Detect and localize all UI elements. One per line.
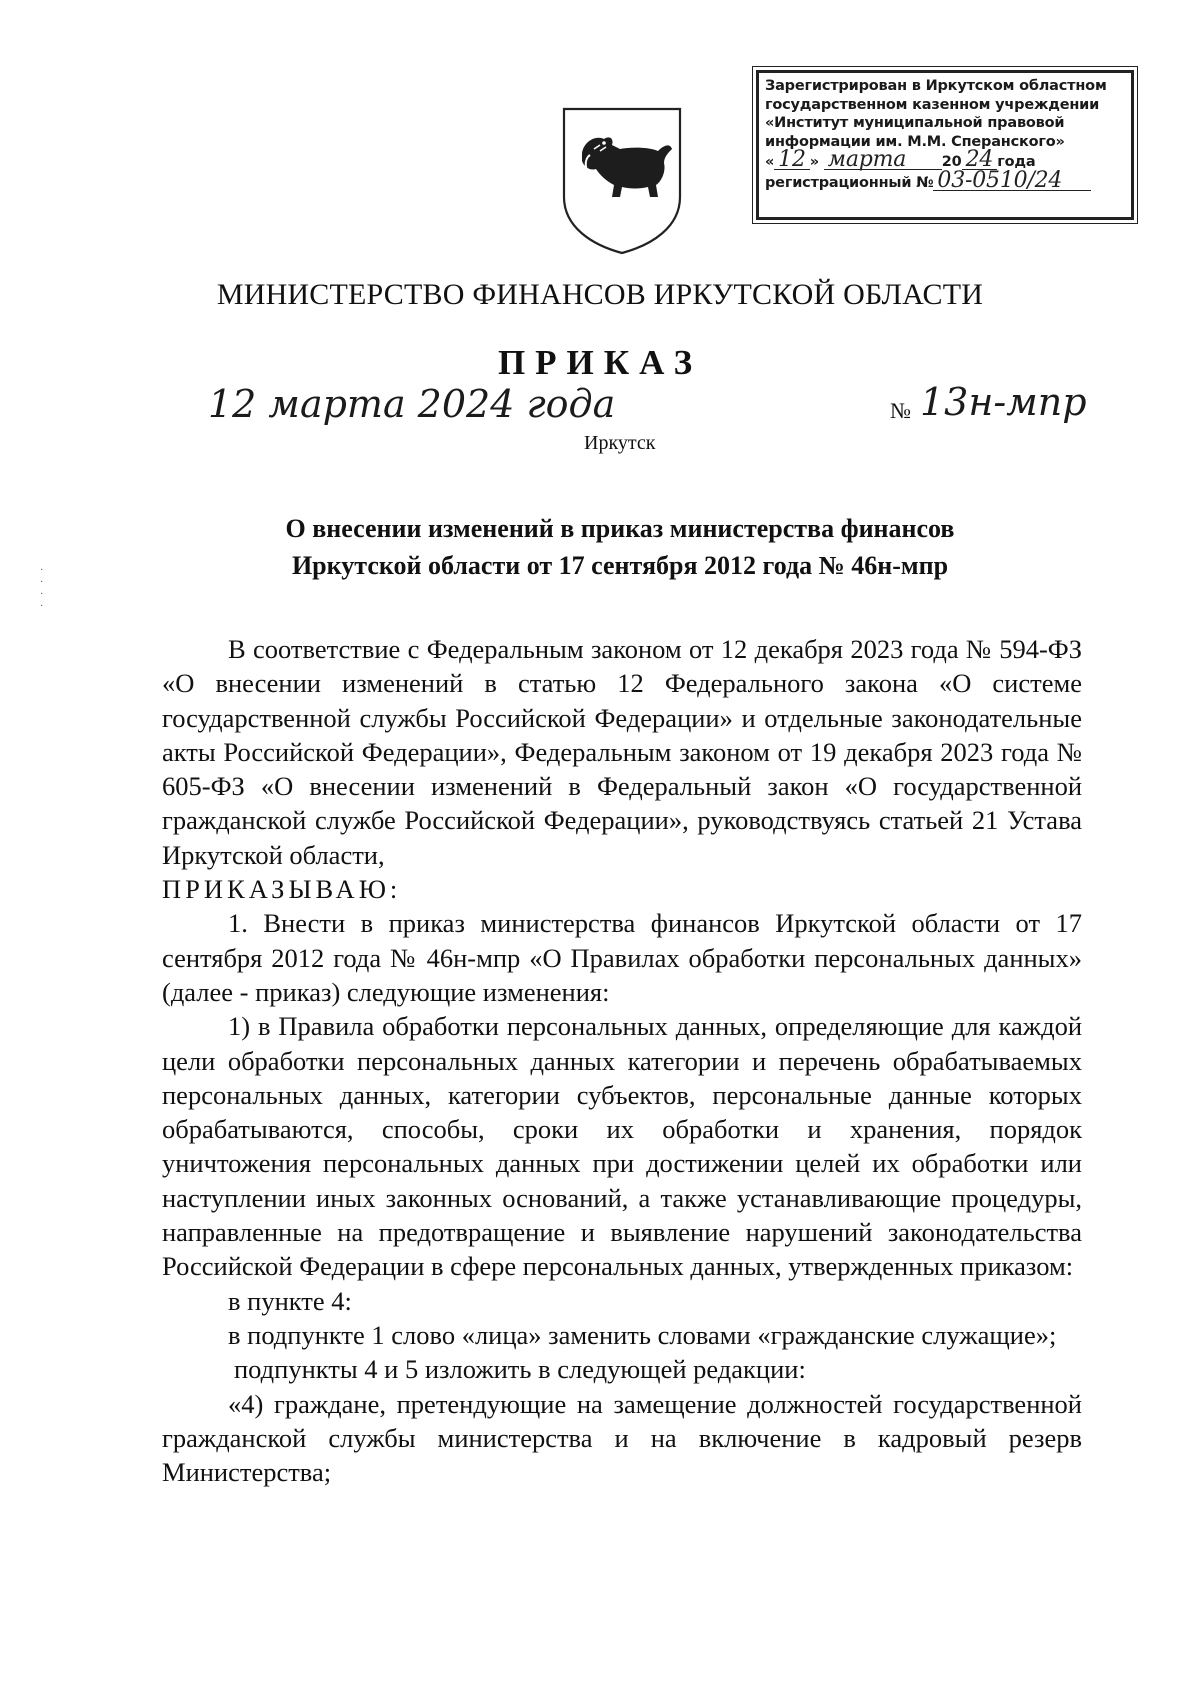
stamp-line: Зарегистрирован в Иркутском областном xyxy=(765,78,1107,94)
stamp-year-word: года xyxy=(997,154,1036,170)
preamble-paragraph: В соответствие с Федеральным законом от 12 декабря 2023 года № 594-ФЗ «О внесении изменений в статью 12 Федерального закона «О системе государственной службы Российской Федерации» и отдельные законодательные акты Российской Федерации», Федеральным законом от 19 декабря 2023 года № 605-ФЗ «О внесении изменений в Федеральный закон «О государственной гражданской службе Российской Федерации», руководствуясь статьей 21 Устава Иркутской области, xyxy=(162,634,1082,870)
stamp-reg-line xyxy=(765,167,1125,193)
subpoint-1-paragraph: в подпункте 1 слово «лица» заменить словами «гражданские служащие»; xyxy=(228,1319,1057,1350)
document-type: ПРИКАЗ xyxy=(497,343,703,382)
stamp-line: государственном казенном учреждении xyxy=(765,96,1100,113)
subpoints-4-5-paragraph: подпункты 4 и 5 изложить в следующей редакции: xyxy=(234,1354,806,1385)
title-line: О внесении изменений в приказ министерства финансов xyxy=(285,514,955,543)
city-name: Иркутск xyxy=(584,432,656,454)
stamp-date-year: 24 xyxy=(962,151,998,170)
quoted-subpoint-4-paragraph: «4) граждане, претендующие на замещение должностей государственной гражданской службы министерства и на включение в кадровый резерв Министерства; xyxy=(162,1388,1082,1488)
stamp-line: «Институт муниципальной правовой xyxy=(765,115,1065,131)
registration-stamp xyxy=(756,70,1134,220)
document-title xyxy=(0,510,1200,584)
coat-of-arms-emblem xyxy=(560,105,684,257)
stamp-date-month: марта xyxy=(824,151,942,170)
stamp-line: информации им. М.М. Сперанского» xyxy=(765,133,1065,150)
stamp-reg-number: 03-0510/24 xyxy=(933,172,1091,191)
item-1-1-paragraph: 1) в Правила обработки персональных данных, определяющие для каждой цели обработки персональных данных категории и перечень обрабатываемых персональных данных, категории субъектов, персональные данные которых обрабатываются, способы, сроки их обработки и хранения, порядок уничтожения персональных данных при достижении целей их обработки или наступлении иных законных оснований, а также устанавливающие процедуры, направленные на предотвращение и выявление нарушений законодательства Российской Федерации в сфере персональных данных, утвержденных приказом: xyxy=(162,1011,1082,1282)
stamp-reg-label: регистрационный № xyxy=(765,174,934,191)
handwritten-order-number: 13н-мпр xyxy=(920,380,1087,424)
number-label: № xyxy=(890,398,911,423)
stamp-year-prefix: 20 xyxy=(941,154,962,170)
document-body xyxy=(162,632,1082,1489)
handwritten-date: 12 марта 2024 года xyxy=(208,382,616,426)
stamp-date-day: 12 xyxy=(774,151,810,170)
ministry-name: МИНИСТЕРСТВО ФИНАНСОВ ИРКУТСКОЙ ОБЛАСТИ xyxy=(216,278,984,311)
order-word: ПРИКАЗЫВАЮ: xyxy=(162,874,402,905)
title-line: Иркутской области от 17 сентября 2012 года № 46н-мпр xyxy=(291,551,949,580)
item-1-paragraph: 1. Внести в приказ министерства финансов Иркутской области от 17 сентября 2012 года № 46н-мпр «О Правилах обработки персональных данных» (далее - приказ) следующие изменения: xyxy=(162,908,1082,1007)
stamp-date-line: « 12 » марта 20 24 года xyxy=(765,147,1036,172)
margin-dots: · · · · xyxy=(40,565,44,612)
point-4-paragraph: в пункте 4: xyxy=(228,1285,352,1316)
